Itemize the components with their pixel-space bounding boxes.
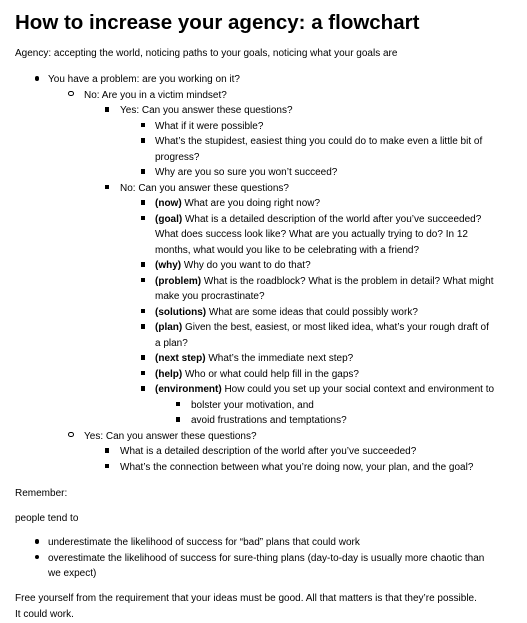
list-item-question-goal: (goal) What is a detailed description of the world after you’ve succeeded? What does success look like? What are you actually trying to do? In 12 months, what would you like to be celebrating with a friend?: [15, 212, 520, 259]
bullet-square-icon: [139, 320, 147, 336]
list-item-tendency: underestimate the likelihood of success for “bad” plans that could work: [15, 535, 520, 551]
list-item-question-next-step: (next step) What’s the immediate next step?: [15, 351, 520, 367]
bullet-square-icon: [139, 212, 147, 228]
list-item-question-problem: (problem) What is the roadblock? What is the problem in detail? What might make you procrastinate?: [15, 274, 520, 305]
list-item-question: What is a detailed description of the world after you’ve succeeded?: [15, 444, 520, 460]
flowchart-list: [15, 72, 520, 475]
remember-label: Remember:: [15, 488, 68, 499]
closing-line: It could work.: [15, 608, 74, 620]
list-item-environment-sub: avoid frustrations and temptations?: [15, 413, 520, 429]
closing-line: Free yourself from the requirement that your ideas must be good. All that matters is that they’re possible.: [15, 592, 477, 604]
list-item-working-yes: Yes: Can you answer these questions?: [15, 429, 520, 445]
bullet-square-icon: [103, 444, 111, 460]
bullet-square-icon: [103, 181, 111, 197]
list-item-question-help: (help) Who or what could help fill in the gaps?: [15, 367, 520, 383]
bullet-square-icon: [139, 119, 147, 135]
list-item-question-now: (now) What are you doing right now?: [15, 196, 520, 212]
bullet-square-icon: [139, 196, 147, 212]
list-item-environment-sub: bolster your motivation, and: [15, 398, 520, 414]
people-tend-label: people tend to: [15, 513, 79, 524]
list-item-question-environment: (environment) How could you set up your social context and environment to: [15, 382, 520, 398]
bullet-square-icon: [103, 460, 111, 476]
bullet-square-icon: [139, 258, 147, 274]
list-item-question: What’s the stupidest, easiest thing you could do to make even a little bit of progress?: [15, 134, 520, 165]
list-item-victim-yes: Yes: Can you answer these questions?: [15, 103, 520, 119]
tendencies-list: [15, 535, 520, 582]
bullet-disc-icon: [33, 72, 41, 88]
list-item-question-solutions: (solutions) What are some ideas that could possibly work?: [15, 305, 520, 321]
list-item-victim-mindset: No: Are you in a victim mindset?: [15, 88, 520, 104]
bullet-square-icon: [139, 367, 147, 383]
bullet-circle-icon: [67, 88, 75, 104]
list-item-tendency: overestimate the likelihood of success for sure-thing plans (day-to-day is usually more chaotic than we expect): [15, 551, 520, 582]
bullet-square-icon: [139, 274, 147, 290]
list-item-root: You have a problem: are you working on it?: [15, 72, 520, 88]
bullet-disc-icon: [33, 551, 41, 567]
list-item-question: What’s the connection between what you’re doing now, your plan, and the goal?: [15, 460, 520, 476]
agency-definition: Agency: accepting the world, noticing paths to your goals, noticing what your goals are: [15, 48, 398, 59]
bullet-square-icon: [103, 103, 111, 119]
bullet-square-icon: [139, 305, 147, 321]
list-item-question-why: (why) Why do you want to do that?: [15, 258, 520, 274]
page-title: How to increase your agency: a flowchart: [15, 11, 420, 34]
list-item-question: What if it were possible?: [15, 119, 520, 135]
document: [15, 9, 520, 623]
bullet-square-icon: [174, 398, 182, 414]
bullet-square-icon: [139, 134, 147, 150]
bullet-circle-icon: [67, 429, 75, 445]
bullet-square-icon: [139, 382, 147, 398]
bullet-disc-icon: [33, 535, 41, 551]
bullet-square-icon: [139, 351, 147, 367]
bullet-square-icon: [139, 165, 147, 181]
bullet-square-icon: [174, 413, 182, 429]
list-item-victim-no: No: Can you answer these questions?: [15, 181, 520, 197]
list-item-question: Why are you so sure you won’t succeed?: [15, 165, 520, 181]
list-item-question-plan: (plan) Given the best, easiest, or most liked idea, what’s your rough draft of a plan?: [15, 320, 520, 351]
